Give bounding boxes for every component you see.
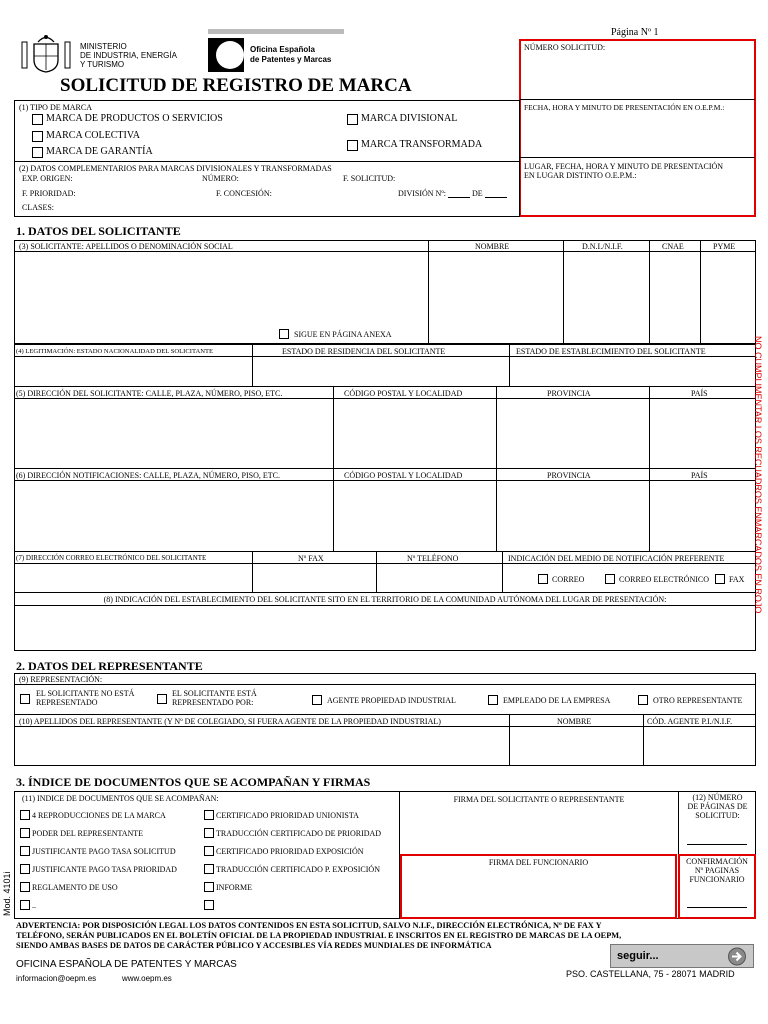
pais-label: PAÍS (691, 389, 708, 398)
sigue-anexa-label: SIGUE EN PÁGINA ANEXA (294, 330, 392, 339)
section-representante-title: 2. DATOS DEL REPRESENTANTE (16, 659, 203, 673)
checkbox-otro-representante[interactable] (638, 695, 648, 705)
checkbox-marca-productos[interactable] (32, 114, 43, 125)
notificaciones-label: (6) DIRECCIÓN NOTIFICACIONES: CALLE, PLAZA, NÚMERO, PISO, ETC. (16, 471, 280, 480)
checkbox-marca-colectiva[interactable] (32, 131, 43, 142)
option-label: MARCA DE GARANTÍA (46, 146, 153, 157)
indice-documentos-label: (11) INDICE DE DOCUMENTOS QUE SE ACOMPAÑAN: (22, 794, 219, 803)
doc-label: .. (32, 901, 36, 910)
checkbox-doc-prioridad-unionista[interactable] (204, 810, 214, 820)
oficina-footer: OFICINA ESPAÑOLA DE PATENTES Y MARCAS (16, 959, 237, 970)
solicitante-box (14, 240, 756, 344)
checkbox-fax[interactable] (715, 574, 725, 584)
cod-agente-label: CÓD. AGENTE P.I./N.I.F. (647, 717, 733, 726)
confirmacion-label: CONFIRMACIÓN Nº PAGINAS FUNCIONARIO (686, 857, 748, 884)
apellidos-representante-label: (10) APELLIDOS DEL REPRESENTANTE (Y Nº DE COLEGIADO, SI FUERA AGENTE DE LA PROPIEDAD INDUSTRIAL) (19, 717, 441, 726)
medio-option-label: FAX (729, 575, 745, 584)
checkbox-correo-electronico[interactable] (605, 574, 615, 584)
establecimiento-label: ESTADO DE ESTABLECIMIENTO DEL SOLICITANTE (516, 347, 706, 356)
residencia-label: ESTADO DE RESIDENCIA DEL SOLICITANTE (282, 347, 446, 356)
f-solicitud-label: F. SOLICITUD: (343, 174, 396, 183)
fecha-presentacion-label: FECHA, HORA Y MINUTO DE PRESENTACIÓN EN O.E.P.M.: (524, 103, 725, 112)
complementarios-label: (2) DATOS COMPLEMENTARIOS PARA MARCAS DIVISIONALES Y TRANSFORMADAS (19, 164, 332, 173)
telefono-label: Nº TELÉFONO (407, 554, 459, 563)
ministry-name: MINISTERIO DE INDUSTRIA, ENERGÍA Y TURISMO (80, 42, 177, 69)
doc-label: JUSTIFICANTE PAGO TASA PRIORIDAD (32, 865, 177, 874)
option-label: MARCA DIVISIONAL (361, 113, 458, 124)
checkbox-doc-prioridad-exposicion[interactable] (204, 846, 214, 856)
page-title: SOLICITUD DE REGISTRO DE MARCA (60, 75, 412, 96)
representante-option-label: EMPLEADO DE LA EMPRESA (503, 696, 611, 705)
apellidos-label: (3) SOLICITANTE: APELLIDOS O DENOMINACIÓN SOCIAL (19, 242, 233, 251)
provincia-label: PROVINCIA (547, 471, 591, 480)
oepm-name: Oficina Española de Patentes y Marcas (250, 45, 332, 64)
checkbox-marca-transformada[interactable] (347, 140, 358, 151)
doc-label: CERTIFICADO PRIORIDAD UNIONISTA (216, 811, 359, 820)
medio-notificacion-label: INDICACIÓN DEL MEDIO DE NOTIFICACIÓN PREFERENTE (508, 554, 725, 563)
coat-of-arms-icon (20, 34, 72, 74)
checkbox-representado[interactable] (157, 694, 167, 704)
address-footer: PSO. CASTELLANA, 75 - 28071 MADRID (566, 969, 735, 979)
exp-origen-label: EXP. ORIGEN: (22, 174, 73, 183)
section-solicitante-title: 1. DATOS DEL SOLICITANTE (16, 224, 181, 238)
provincia-label: PROVINCIA (547, 389, 591, 398)
checkbox-doc-otro-1[interactable] (20, 900, 30, 910)
checkbox-doc-traduccion-exposicion[interactable] (204, 864, 214, 874)
doc-label: TRADUCCIÓN CERTIFICADO DE PRIORIDAD (216, 829, 382, 838)
cnae-label: CNAE (662, 242, 684, 251)
checkbox-doc-traduccion-prioridad[interactable] (204, 828, 214, 838)
seguir-button[interactable] (610, 944, 754, 968)
fax-label: Nº FAX (298, 554, 324, 563)
checkbox-doc-reproducciones[interactable] (20, 810, 30, 820)
checkbox-doc-tasa-prioridad[interactable] (20, 864, 30, 874)
checkbox-no-representado[interactable] (20, 694, 30, 704)
model-number: Mod. 4101i (2, 871, 12, 916)
direccion-label: (5) DIRECCIÓN DEL SOLICITANTE: CALLE, PLAZA, NÚMERO, PISO, ETC. (16, 389, 283, 398)
section-indice-title: 3. ÍNDICE DE DOCUMENTOS QUE SE ACOMPAÑAN Y FIRMAS (16, 775, 371, 789)
checkbox-sigue-anexa[interactable] (279, 329, 289, 339)
checkbox-empleado[interactable] (488, 695, 498, 705)
checkbox-marca-divisional[interactable] (347, 114, 358, 125)
clases-label: CLASES: (22, 203, 55, 212)
web-footer: www.oepm.es (122, 974, 172, 983)
checkbox-doc-poder[interactable] (20, 828, 30, 838)
representacion-label: (9) REPRESENTACIÓN: (19, 675, 103, 684)
representante-option-label: AGENTE PROPIEDAD INDUSTRIAL (327, 696, 456, 705)
legitimacion-label: (4) LEGITIMACIÓN: ESTADO NACIONALIDAD DEL SOLICITANTE (16, 348, 214, 355)
no-representado-label: EL SOLICITANTE NO ESTÁ REPRESENTADO (36, 689, 135, 707)
checkbox-agente-pi[interactable] (312, 695, 322, 705)
checkbox-doc-informe[interactable] (204, 882, 214, 892)
option-label: MARCA TRANSFORMADA (361, 139, 483, 150)
codigo-postal-label: CÓDIGO POSTAL Y LOCALIDAD (344, 471, 463, 480)
f-concesion-label: F. CONCESIÓN: (216, 189, 272, 198)
page-number: Página Nº 1 (611, 27, 659, 38)
checkbox-doc-otro-2[interactable] (204, 900, 214, 910)
checkbox-doc-tasa-solicitud[interactable] (20, 846, 30, 856)
medio-option-label: CORREO (552, 575, 585, 584)
division-label: DIVISIÓN Nº: DE (398, 189, 507, 198)
doc-label: TRADUCCIÓN CERTIFICADO P. EXPOSICIÓN (216, 865, 380, 874)
medio-option-label: CORREO ELECTRÓNICO (619, 575, 709, 584)
option-label: MARCA COLECTIVA (46, 130, 140, 141)
email-footer: informacion@oepm.es (16, 974, 97, 983)
checkbox-marca-garantia[interactable] (32, 147, 43, 158)
numero-paginas-label: (12) NÚMERO DE PÁGINAS DE SOLICITUD: (687, 793, 748, 820)
correo-electronico-label: (7) DIRECCIÓN CORREO ELECTRÓNICO DEL SOLICITANTE (16, 554, 207, 562)
official-use-frame (519, 39, 756, 217)
dni-label: D.N.I./N.I.F. (582, 242, 623, 251)
firma-funcionario-label: FIRMA DEL FUNCIONARIO (488, 858, 589, 867)
checkbox-correo[interactable] (538, 574, 548, 584)
doc-label: CERTIFICADO PRIORIDAD EXPOSICIÓN (216, 847, 364, 856)
arrow-right-icon (727, 947, 747, 966)
pyme-label: PYME (713, 242, 736, 251)
representante-option-label: OTRO REPRESENTANTE (653, 696, 743, 705)
nombre-label: NOMBRE (475, 242, 510, 251)
f-prioridad-label: F. PRIORIDAD: (22, 189, 76, 198)
oepm-bar (208, 29, 344, 34)
red-frame-note: NO CUMPLIMENTAR LOS RECUADROS ENMARCADOS EN ROJO (753, 336, 763, 614)
indicacion-8-label: (8) INDICACIÓN DEL ESTABLECIMIENTO DEL SOLICITANTE SITO EN EL TERRITORIO DE LA COMUNIDAD AUTÓNOMA DEL LUGAR DE PRESENTACIÓN: (103, 595, 667, 604)
numero-label: NÚMERO: (202, 174, 239, 183)
oepm-logo-icon (208, 38, 244, 72)
doc-label: PODER DEL REPRESENTANTE (32, 829, 144, 838)
codigo-postal-label: CÓDIGO POSTAL Y LOCALIDAD (344, 389, 463, 398)
checkbox-doc-reglamento[interactable] (20, 882, 30, 892)
doc-label: 4 REPRODUCCIONES DE LA MARCA (32, 811, 166, 820)
advertencia-text: ADVERTENCIA: POR DISPOSICIÓN LEGAL LOS DATOS CONTENIDOS EN ESTA SOLICITUD, SALVO N.I.F., DIRECCIÓN ELECTRÓNICA, Nº DE FAX Y TELÉFONO, SERÁN PUBLICADOS EN EL BOLETÍN OFICIAL DE LA PROPIEDAD INDUSTRIAL E INSCRITOS EN EL REGISTRO DE MARCAS DE LA OEPM, SIENDO AMBAS BASES DE DATOS DE CARÁCTER PÚBLICO Y ACCESIBLES VÍA REDES MUNDIALES DE INFORMÁTICA (16, 921, 622, 950)
doc-label: JUSTIFICANTE PAGO TASA SOLICITUD (32, 847, 176, 856)
pais-label: PAÍS (691, 471, 708, 480)
doc-label: INFORME (216, 883, 253, 892)
seguir-label: seguir... (617, 950, 659, 962)
doc-label: REGLAMENTO DE USO (32, 883, 118, 892)
option-label: MARCA DE PRODUCTOS O SERVICIOS (46, 113, 223, 124)
tipo-marca-label: (1) TIPO DE MARCA (19, 103, 92, 112)
firma-solicitante-label: FIRMA DEL SOLICITANTE O REPRESENTANTE (453, 795, 625, 804)
representado-label: EL SOLICITANTE ESTÁ REPRESENTADO POR: (172, 689, 257, 707)
nombre-representante-label: NOMBRE (557, 717, 592, 726)
numero-solicitud-label: NÚMERO SOLICITUD: (524, 43, 606, 52)
lugar-presentacion-label: LUGAR, FECHA, HORA Y MINUTO DE PRESENTACIÓN EN LUGAR DISTINTO O.E.P.M.: (524, 162, 724, 180)
